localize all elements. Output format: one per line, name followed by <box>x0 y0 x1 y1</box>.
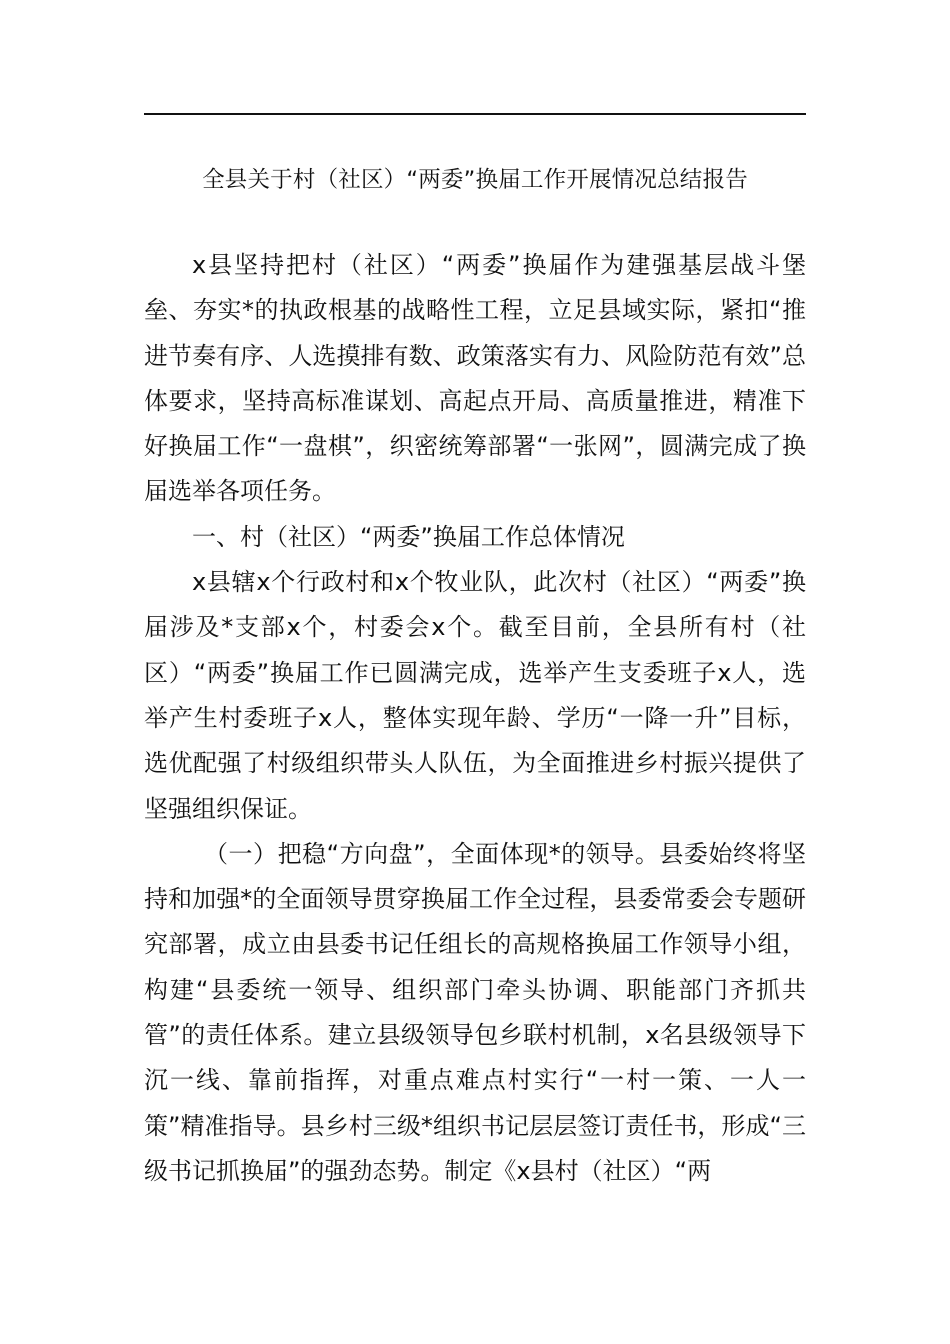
subsection-paragraph: （一）把稳“方向盘”，全面体现*的领导。县委始终将坚持和加强*的全面领导贯穿换届工作全过程，县委常委会专题研究部署，成立由县委书记任组长的高规格换届工作领导小组，构建“县委统一领导、组织部门牵头协调、职能部门齐抓共管”的责任体系。建立县级领导包乡联村机制，x名县级领导下沉一线、靠前指挥，对重点难点村实行“一村一策、一人一策”精准指导。县乡村三级*组织书记层层签订责任书，形成“三级书记抓换届”的强劲态势。制定《x县村（社区）“两 <box>144 839 806 1185</box>
intro-paragraph: x县坚持把村（社区）“两委”换届作为建强基层战斗堡垒、夯实*的执政根基的战略性工程，立足县域实际，紧扣“推进节奏有序、人选摸排有数、政策落实有力、风险防范有效”总体要求，坚持高标准谋划、高起点开局、高质量推进，精准下好换届工作“一盘棋”，织密统筹部署“一张网”，圆满完成了换届选举各项任务。 <box>144 251 806 506</box>
document-title: 全县关于村（社区）“两委”换届工作开展情况总结报告 <box>202 167 748 193</box>
document-body <box>144 243 806 1194</box>
overview-paragraph: x县辖x个行政村和x个牧业队，此次村（社区）“两委”换届涉及*支部x个，村委会x个。截至目前，全县所有村（社区）“两委”换届工作已圆满完成，选举产生支委班子x人，选举产生村委班子x人，整体实现年龄、学历“一降一升”目标，选优配强了村级组织带头人队伍，为全面推进乡村振兴提供了坚强组织保证。 <box>144 568 806 823</box>
header-rule <box>144 113 806 115</box>
section-heading: 一、村（社区）“两委”换届工作总体情况 <box>192 522 625 551</box>
